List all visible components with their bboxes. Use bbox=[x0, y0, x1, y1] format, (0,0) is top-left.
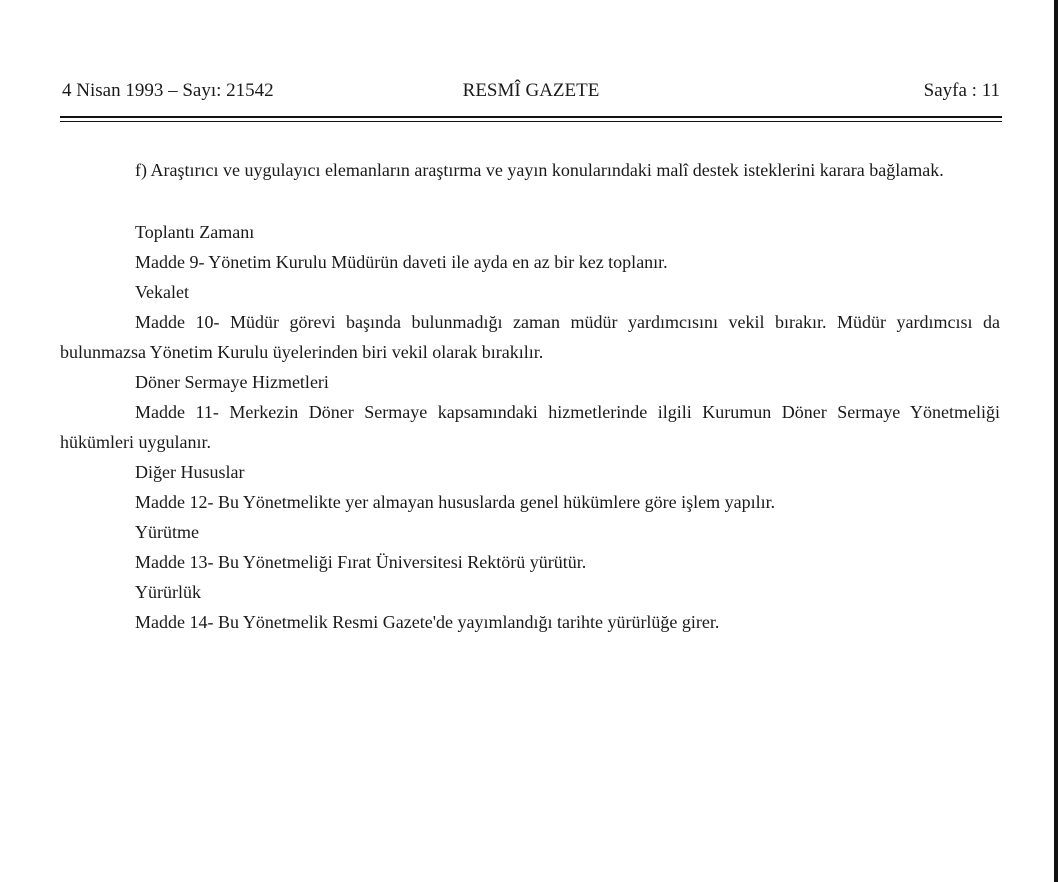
article-14: Madde 14- Bu Yönetmelik Resmi Gazete'de yayımlandığı tarihte yürürlüğe girer. bbox=[135, 612, 720, 632]
article-13: Madde 13- Bu Yönetmeliği Fırat Üniversitesi Rektörü yürütür. bbox=[135, 552, 587, 572]
article-11: Madde 11- Merkezin Döner Sermaye kapsamındaki hizmetlerinde ilgili Kurumun Döner Sermaye Yönetmeliği hükümleri uygulanır. bbox=[60, 402, 1000, 452]
section-caption: Diğer Hususlar bbox=[135, 462, 245, 482]
header-rule-thin bbox=[60, 121, 1002, 122]
header-rule-thick bbox=[60, 116, 1002, 118]
section-caption: Döner Sermaye Hizmetleri bbox=[135, 372, 329, 392]
header-date-issue: 4 Nisan 1993 – Sayı: 21542 bbox=[62, 80, 274, 101]
paragraph-f: f) Araştırıcı ve uygulayıcı elemanların araştırma ve yayın konularındaki malî destek isteklerini karara bağlamak. bbox=[135, 160, 944, 180]
page-header bbox=[62, 80, 1000, 110]
page-edge-border bbox=[1054, 0, 1058, 882]
header-page-number: Sayfa : 11 bbox=[923, 80, 1000, 101]
section-caption: Toplantı Zamanı bbox=[135, 222, 255, 242]
article-9: Madde 9- Yönetim Kurulu Müdürün daveti ile ayda en az bir kez toplanır. bbox=[135, 252, 668, 272]
section-caption: Yürütme bbox=[135, 522, 199, 542]
article-10: Madde 10- Müdür görevi başında bulunmadığı zaman müdür yardımcısını vekil bırakır. Müdür yardımcısı da bulunmazsa Yönetim Kurulu üyelerinden biri vekil olarak bırakılır. bbox=[60, 312, 1000, 362]
article-12: Madde 12- Bu Yönetmelikte yer almayan hususlarda genel hükümlere göre işlem yapılır. bbox=[135, 492, 776, 512]
section-caption: Yürürlük bbox=[135, 582, 201, 602]
document-body bbox=[60, 155, 1000, 637]
header-gazette-title: RESMÎ GAZETE bbox=[462, 80, 600, 101]
section-caption: Vekalet bbox=[135, 282, 189, 302]
paragraph-gap bbox=[60, 185, 1000, 217]
